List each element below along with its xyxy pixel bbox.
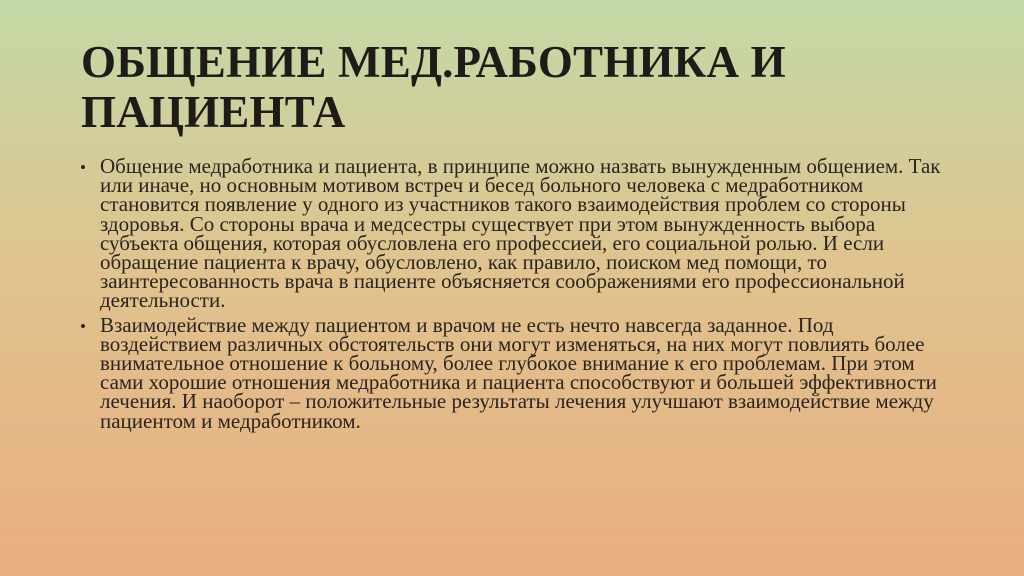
slide-title: ОБЩЕНИЕ МЕД.РАБОТНИКА И ПАЦИЕНТА <box>81 37 786 137</box>
bullet-text: Взаимодействие между пациентом и врачом не есть нечто навсегда заданное. Под воздействием различных обстоятельств они могут изменяться, на них могут повлиять более внимательное отношение к больному, более глубокое внимание к его проблемам. При этом сами хорошие отношения медработника и пациента способствуют и большей эффективности лечения. И наоборот – положительные результаты лечения улучшают взаимодействие между пациентом и медработником. <box>100 312 937 433</box>
bullet-item <box>80 312 950 433</box>
bullet-list <box>80 154 950 436</box>
bullet-item <box>80 154 950 313</box>
bullet-dot-icon: • <box>80 316 86 336</box>
bullet-dot-icon: • <box>80 158 86 177</box>
bullet-text: Общение медработника и пациента, в принципе можно назвать вынужденным общением. Так или иначе, но основным мотивом встреч и бесед больного человека с медработником становится появление у одного из участников такого взаимодействия проблем со стороны здоровья. Со стороны врача и медсестры существует при этом вынужденность выбора субъекта общения, которая обусловлена его профессией, его социальной ролью. И если обращение пациента к врачу, обусловлено, как правило, поиском мед помощи, то заинтересованность врача в пациенте объясняется соображениями его профессиональной деятельности. <box>100 154 941 313</box>
